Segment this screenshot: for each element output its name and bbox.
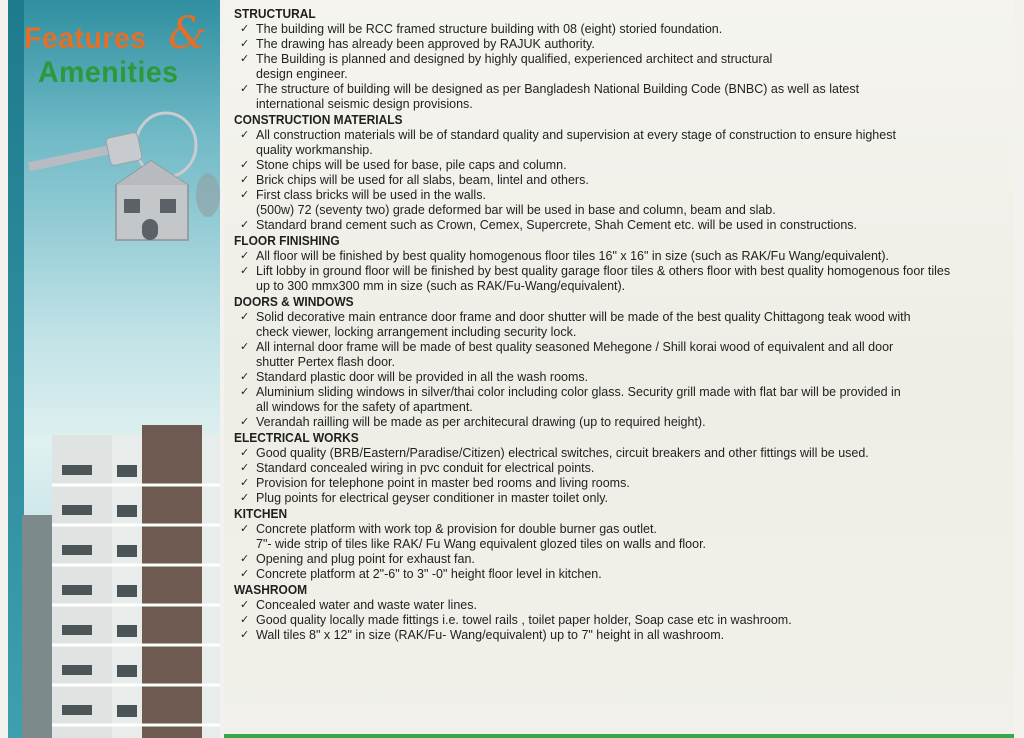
list-item [228, 476, 1008, 491]
list-item [228, 491, 1008, 506]
checkmark-icon: ✓ [240, 629, 250, 641]
item-text-line: Good quality locally made fittings i.e. towel rails , toilet paper holder, Soap case etc in washroom. [256, 613, 792, 627]
section-title: CONSTRUCTION MATERIALS [234, 112, 403, 127]
checkmark-icon: ✓ [240, 38, 250, 50]
list-item [228, 415, 1008, 430]
list-item [228, 370, 1008, 385]
item-text-line: The structure of building will be designed as per Bangladesh National Building Code (BNBC) as well as latest [256, 82, 860, 96]
section-structural [228, 6, 1008, 112]
list-item [228, 82, 1008, 112]
item-text-line: shutter Pertex flash door. [256, 355, 395, 369]
checkmark-icon: ✓ [240, 416, 250, 428]
section-title: STRUCTURAL [234, 6, 316, 21]
checkmark-icon: ✓ [240, 189, 250, 201]
list-item [228, 22, 1008, 37]
section-title: WASHROOM [234, 582, 308, 597]
checkmark-icon: ✓ [240, 462, 250, 474]
checkmark-icon: ✓ [240, 159, 250, 171]
item-text-line: Aluminium sliding windows in silver/thai color including color glass. Security grill made with flat bar will be provided in [256, 385, 901, 399]
item-text-line: Brick chips will be used for all slabs, beam, lintel and others. [256, 173, 589, 187]
item-text-line: All construction materials will be of standard quality and supervision at every stage of construction to ensure highest [256, 128, 896, 142]
list-item [228, 385, 1008, 415]
item-text-line: check viewer, locking arrangement including security lock. [256, 325, 577, 339]
features-content [224, 0, 1014, 738]
item-text-line: Wall tiles 8" x 12" in size (RAK/Fu- Wang/equivalent) up to 7" height in all washroom. [256, 628, 725, 642]
item-text-line: quality workmanship. [256, 143, 373, 157]
checkmark-icon: ✓ [240, 371, 250, 383]
item-text-line: Plug points for electrical geyser conditioner in master toilet only. [256, 491, 609, 505]
checkmark-icon: ✓ [240, 129, 250, 141]
item-text-line: all windows for the safety of apartment. [256, 400, 473, 414]
list-item [228, 173, 1008, 188]
list-item [228, 340, 1008, 370]
section-electrical-works [228, 430, 1008, 506]
checkmark-icon: ✓ [240, 311, 250, 323]
item-text-line: Lift lobby in ground floor will be finished by best quality garage floor tiles & others floor with best quality homogenous foor tiles [256, 264, 951, 278]
checkmark-icon: ✓ [240, 386, 250, 398]
checkmark-icon: ✓ [240, 53, 250, 65]
checkmark-icon: ✓ [240, 341, 250, 353]
section-construction-materials [228, 112, 1008, 233]
item-text-line: Standard plastic door will be provided in all the wash rooms. [256, 370, 589, 384]
item-text-line: The building will be RCC framed structure building with 08 (eight) storied foundation. [256, 22, 723, 36]
item-text-line: up to 300 mmx300 mm in size (such as RAK/Fu-Wang/equivalent). [256, 279, 626, 293]
item-text-line: 7"- wide strip of tiles like RAK/ Fu Wang equivalent glozed tiles on walls and floor. [256, 537, 707, 551]
item-text-line: (500w) 72 (seventy two) grade deformed bar will be used in base and column, beam and slab. [256, 203, 776, 217]
item-text-line: The Building is planned and designed by highly qualified, experienced architect and structural [256, 52, 773, 66]
checkmark-icon: ✓ [240, 23, 250, 35]
item-text-line: Standard concealed wiring in pvc conduit for electrical points. [256, 461, 595, 475]
title-features: Features [24, 22, 147, 55]
list-item [228, 552, 1008, 567]
item-text-line: design engineer. [256, 67, 348, 81]
checkmark-icon: ✓ [240, 599, 250, 611]
checkmark-icon: ✓ [240, 614, 250, 626]
list-item [228, 613, 1008, 628]
section-title: FLOOR FINISHING [234, 233, 340, 248]
checkmark-icon: ✓ [240, 265, 250, 277]
list-item [228, 264, 1008, 294]
section-kitchen [228, 506, 1008, 582]
list-item [228, 522, 1008, 537]
item-text-line: Opening and plug point for exhaust fan. [256, 552, 475, 566]
item-text-line: Concealed water and waste water lines. [256, 598, 477, 612]
title-amenities: Amenities [38, 56, 179, 89]
checkmark-icon: ✓ [240, 447, 250, 459]
item-text-line: All floor will be finished by best quality homogenous floor tiles 16" x 16" in size (such as RAK/Fu Wang/equivalent). [256, 249, 890, 263]
list-item [228, 158, 1008, 173]
section-washroom [228, 582, 1008, 643]
item-text-line: All internal door frame will be made of best quality seasoned Mehegone / Shill korai wood of equivalent and all door [256, 340, 894, 354]
sidebar-panel [8, 0, 220, 738]
list-item [228, 598, 1008, 613]
house-keys-icon [28, 105, 220, 265]
section-floor-finishing [228, 233, 1008, 294]
item-text-line: Good quality (BRB/Eastern/Paradise/Citizen) electrical switches, circuit breakers and other fittings will be used. [256, 446, 869, 460]
checkmark-icon: ✓ [240, 553, 250, 565]
list-item [228, 203, 1008, 218]
section-title: DOORS & WINDOWS [234, 294, 354, 309]
list-item [228, 128, 1008, 158]
list-item [228, 52, 1008, 82]
section-title: KITCHEN [234, 506, 288, 521]
list-item [228, 446, 1008, 461]
list-item [228, 37, 1008, 52]
checkmark-icon: ✓ [240, 174, 250, 186]
checkmark-icon: ✓ [240, 219, 250, 231]
item-text-line: Provision for telephone point in master bed rooms and living rooms. [256, 476, 630, 490]
title-ampersand: & [168, 8, 208, 59]
item-text-line: Solid decorative main entrance door frame and door shutter will be made of the best quality Chittagong teak wood with [256, 310, 911, 324]
checkmark-icon: ✓ [240, 568, 250, 580]
list-item [228, 310, 1008, 340]
item-text-line: Concrete platform at 2"-6" to 3" -0" height floor level in kitchen. [256, 567, 602, 581]
item-text-line: The drawing has already been approved by RAJUK authority. [256, 37, 595, 51]
item-text-line: First class bricks will be used in the walls. [256, 188, 486, 202]
item-text-line: international seismic design provisions. [256, 97, 473, 111]
section-title: ELECTRICAL WORKS [234, 430, 359, 445]
list-item [228, 628, 1008, 643]
apartment-building-illustration [22, 395, 220, 738]
checkmark-icon: ✓ [240, 477, 250, 489]
checkmark-icon: ✓ [240, 83, 250, 95]
item-text-line: Standard brand cement such as Crown, Cemex, Supercrete, Shah Cement etc. will be used in constructions. [256, 218, 857, 232]
list-item [228, 567, 1008, 582]
item-text-line: Stone chips will be used for base, pile caps and column. [256, 158, 567, 172]
item-text-line: Concrete platform with work top & provision for double burner gas outlet. [256, 522, 657, 536]
bottom-accent-bar [224, 734, 1014, 738]
list-item [228, 537, 1008, 552]
checkmark-icon: ✓ [240, 523, 250, 535]
list-item [228, 249, 1008, 264]
list-item [228, 218, 1008, 233]
list-item [228, 188, 1008, 203]
list-item [228, 461, 1008, 476]
checkmark-icon: ✓ [240, 492, 250, 504]
item-text-line: Verandah railling will be made as per architecural drawing (up to required height). [256, 415, 706, 429]
checkmark-icon: ✓ [240, 250, 250, 262]
section-doors-windows [228, 294, 1008, 430]
